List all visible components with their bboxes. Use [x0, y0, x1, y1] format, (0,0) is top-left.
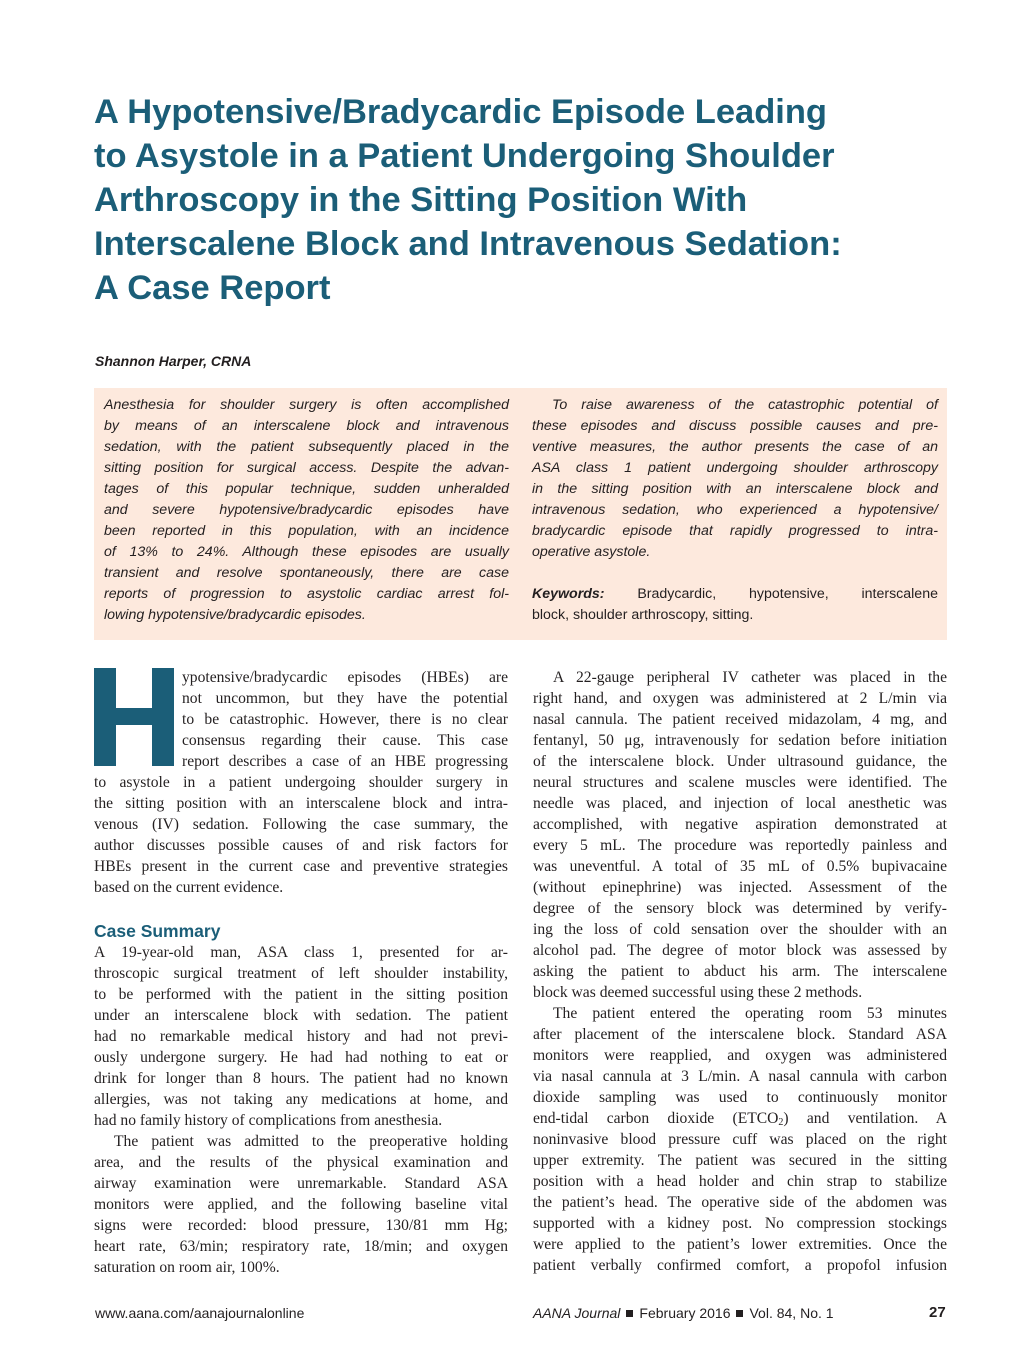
- footer-journal-info: [533, 1305, 834, 1321]
- abstract-line: and severe hypotensive/bradycardic episodes have: [104, 502, 509, 518]
- body-line: venous (IV) sedation. Following the case summary, the: [94, 816, 508, 833]
- abstract-line: reports of progression to asystolic cardiac arrest fol-: [104, 586, 509, 602]
- body-line: to be catastrophic. However, there is no clear: [182, 711, 508, 728]
- body-line: the sitting position with an interscalene block and intra-: [94, 795, 508, 812]
- body-line: nasal cannula. The patient received midazolam, 4 mg, and: [533, 711, 947, 728]
- body-line: block was deemed successful using these 2 methods.: [533, 984, 863, 1001]
- body-line: HBEs present in the current case and preventive strategies: [94, 858, 508, 875]
- abstract-line: intravenous sedation, who experienced a hypotensive/: [532, 502, 938, 518]
- body-line: A 22-gauge peripheral IV catheter was placed in the: [553, 669, 947, 686]
- keywords-line: [532, 584, 938, 605]
- abstract-line: transient and resolve spontaneously, there are case: [104, 565, 509, 581]
- etco2-sub: 2: [778, 1117, 784, 1128]
- keywords-text: Bradycardic, hypotensive, interscalene: [637, 586, 938, 602]
- body-line: saturation on room air, 100%.: [94, 1259, 280, 1276]
- body-line: accomplished, with negative aspiration demonstrated at: [533, 816, 947, 833]
- body-line: of the interscalene block. Under ultrasound guidance, the: [533, 753, 947, 770]
- body-line: was uneventful. A total of 35 mL of 0.5% bupivacaine: [533, 858, 947, 875]
- abstract-line: ASA class 1 patient undergoing shoulder arthroscopy: [532, 460, 938, 476]
- body-line: had no remarkable medical history and had not previ-: [94, 1028, 508, 1045]
- body-line: The patient entered the operating room 53 minutes: [553, 1005, 947, 1022]
- body-line: under an interscalene block with sedation. The patient: [94, 1007, 508, 1024]
- body-line: not uncommon, but they have the potential: [182, 690, 508, 707]
- body-line: ing the loss of cold sensation over the shoulder with an: [533, 921, 947, 938]
- body-line: fentanyl, 50 μg, intravenously for sedation before initiation: [533, 732, 947, 749]
- body-line: dioxide sampling was used to continuously monitor: [533, 1089, 947, 1106]
- abstract-line: To raise awareness of the catastrophic potential of: [552, 397, 938, 413]
- body-line: author discusses possible causes of and risk factors for: [94, 837, 508, 854]
- body-line: had no family history of complications from anesthesia.: [94, 1112, 443, 1129]
- body-line: degree of the sensory block was determined by verify-: [533, 900, 947, 917]
- square-bullet-icon: [626, 1310, 633, 1317]
- square-bullet-icon: [736, 1310, 743, 1317]
- abstract-line: of 13% to 24%. Although these episodes are usually: [104, 544, 509, 560]
- body-line: supported with a kidney post. No compression stockings: [533, 1215, 947, 1232]
- body-line-etco2: [533, 1108, 947, 1129]
- body-line: right hand, and oxygen was administered at 2 L/min via: [533, 690, 947, 707]
- body-line: to be performed with the patient in the sitting position: [94, 986, 508, 1003]
- abstract-line: bradycardic episode that rapidly progressed to intra-: [532, 523, 938, 539]
- body-right-column: [533, 667, 947, 1276]
- body-line: monitors were reapplied, and oxygen was administered: [533, 1047, 947, 1064]
- body-line: every 5 mL. The procedure was reportedly painless and: [533, 837, 947, 854]
- abstract-left-column: [104, 395, 509, 626]
- body-line: neural structures and scalene muscles were identified. The: [533, 774, 947, 791]
- section-heading-case-summary: Case Summary: [94, 921, 221, 941]
- body-line: ously undergone surgery. He had had nothing to eat or: [94, 1049, 508, 1066]
- volume-issue: Vol. 84, No. 1: [749, 1305, 834, 1321]
- body-line: were applied to the patient’s lower extremities. Once the: [533, 1236, 947, 1253]
- body-line: to asystole in a patient undergoing shoulder surgery in: [94, 774, 508, 791]
- keywords-line: block, shoulder arthroscopy, sitting.: [532, 607, 754, 623]
- etco2-pre: end-tidal carbon dioxide (ETCO: [533, 1110, 779, 1127]
- body-line: throscopic surgical treatment of left shoulder instability,: [94, 965, 508, 982]
- abstract-line: sedation, with the patient subsequently placed in the: [104, 439, 509, 455]
- abstract-line: Anesthesia for shoulder surgery is often accomplished: [104, 397, 509, 413]
- body-line: position with a head holder and chin strap to stabilize: [533, 1173, 947, 1190]
- abstract-line: in the sitting position with an interscalene block and: [532, 481, 938, 497]
- body-line: (without epinephrine) was injected. Assessment of the: [533, 879, 947, 896]
- body-line: noninvasive blood pressure cuff was placed on the right: [533, 1131, 947, 1148]
- body-line: area, and the results of the physical examination and: [94, 1154, 508, 1171]
- abstract-box: [94, 388, 947, 640]
- title-line: to Asystole in a Patient Undergoing Shoulder: [94, 137, 835, 175]
- body-line: alcohol pad. The degree of motor block was assessed by: [533, 942, 947, 959]
- body-line: monitors were applied, and the following baseline vital: [94, 1196, 508, 1213]
- abstract-line: sitting position for surgical access. Despite the advan-: [104, 460, 509, 476]
- body-line: consensus regarding their cause. This case: [182, 732, 508, 749]
- body-left-column: [94, 667, 508, 1278]
- title-line: A Case Report: [94, 269, 331, 307]
- journal-name: AANA Journal: [533, 1305, 621, 1321]
- issue-date: February 2016: [639, 1305, 731, 1321]
- page-number: 27: [929, 1304, 946, 1321]
- etco2-post: ) and ventilation. A: [783, 1110, 947, 1127]
- body-line: based on the current evidence.: [94, 879, 284, 896]
- body-line: upper extremity. The patient was secured in the sitting: [533, 1152, 947, 1169]
- body-line: A 19-year-old man, ASA class 1, presented for ar-: [94, 944, 508, 961]
- body-line: via nasal cannula at 3 L/min. A nasal cannula with carbon: [533, 1068, 947, 1085]
- footer-url: www.aana.com/aanajournalonline: [95, 1305, 305, 1321]
- abstract-line: operative asystole.: [532, 544, 651, 560]
- keywords-label: Keywords:: [532, 586, 605, 602]
- abstract-line: been reported in this population, with an incidence: [104, 523, 509, 539]
- abstract-line: ventive measures, the author presents the case of an: [532, 439, 938, 455]
- title-line: A Hypotensive/Bradycardic Episode Leading: [94, 93, 828, 131]
- author-byline: Shannon Harper, CRNA: [95, 353, 252, 369]
- body-line: report describes a case of an HBE progressing: [182, 753, 508, 770]
- body-line: after placement of the interscalene block. Standard ASA: [533, 1026, 947, 1043]
- abstract-line: lowing hypotensive/bradycardic episodes.: [104, 607, 366, 623]
- body-line: ypotensive/bradycardic episodes (HBEs) are: [182, 669, 508, 686]
- abstract-line: by means of an interscalene block and intravenous: [104, 418, 509, 434]
- body-line: drink for longer than 8 hours. The patient had no known: [94, 1070, 508, 1087]
- abstract-right-column: [532, 395, 938, 626]
- article-title: [94, 90, 944, 310]
- body-line: airway examination were unremarkable. Standard ASA: [94, 1175, 508, 1192]
- body-line: The patient was admitted to the preoperative holding: [114, 1133, 508, 1150]
- title-line: Interscalene Block and Intravenous Sedation:: [94, 225, 842, 263]
- abstract-line: tages of this popular technique, sudden unheralded: [104, 481, 509, 497]
- title-line: Arthroscopy in the Sitting Position With: [94, 181, 748, 219]
- body-line: allergies, was not taking any medications at home, and: [94, 1091, 508, 1108]
- body-line: heart rate, 63/min; respiratory rate, 18/min; and oxygen: [94, 1238, 508, 1255]
- body-line: needle was placed, and injection of local anesthetic was: [533, 795, 947, 812]
- body-line: asking the patient to abduct his arm. The interscalene: [533, 963, 947, 980]
- abstract-line: these episodes and discuss possible causes and pre-: [532, 418, 938, 434]
- body-line: signs were recorded: blood pressure, 130/81 mm Hg;: [94, 1217, 508, 1234]
- body-line: patient verbally confirmed comfort, a propofol infusion: [533, 1257, 947, 1274]
- body-line: the patient’s head. The operative side of the abdomen was: [533, 1194, 947, 1211]
